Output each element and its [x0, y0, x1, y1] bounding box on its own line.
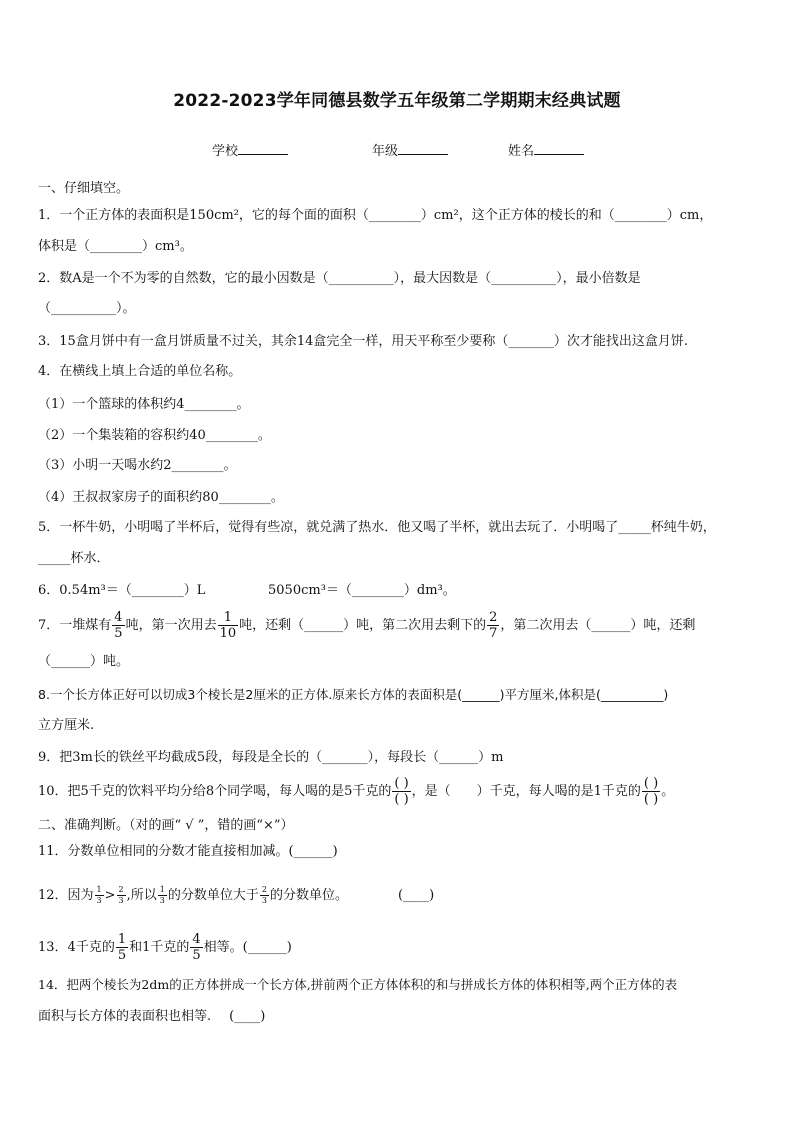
q13-fraction-2: [190, 933, 202, 962]
name-field: [508, 140, 584, 159]
q7-f2-den: 10: [219, 626, 237, 641]
q4-sub-3: （3）小明一天喝水约2________。: [38, 458, 237, 473]
q12-gt: >: [104, 888, 116, 903]
q10-text-2: ，是（ ）千克，每人喝的是1千克的: [411, 784, 641, 799]
q12-fraction-1: [95, 886, 104, 905]
q12-line: [38, 878, 434, 914]
q12-text-2: ,所以: [126, 888, 157, 903]
q2-line-2: （__________）。: [38, 301, 136, 316]
q12-f4-num: 2: [261, 885, 267, 894]
school-field: [212, 140, 288, 159]
q3-line: 3．15盒月饼中有一盒月饼质量不过关，其余14盒完全一样，用天平称至少要称（_______）次才能找出这盒月饼.: [38, 334, 688, 349]
q12-f1-den: 3: [96, 896, 102, 905]
q7-f3-den: 7: [489, 626, 498, 641]
q1-line-1: 1．一个正方体的表面积是150cm²，它的每个面的面积（________）cm²，这个正方体的棱长的和（________）cm，: [38, 208, 713, 223]
q13-text-1: 13．4千克的: [38, 940, 115, 955]
q9-line: 9．把3m长的铁丝平均截成5段，每段是全长的（_______），每段长（______）m: [38, 750, 504, 765]
q7-text-1: 7．一堆煤有: [38, 618, 112, 633]
q12-fraction-2: [117, 886, 126, 905]
grade-field: [372, 140, 448, 159]
q7-line-2: （______）吨。: [38, 654, 130, 669]
q13-text-2: 和1千克的: [129, 940, 190, 955]
q8-line-1: 8.一个长方体正好可以切成3个棱长是2厘米的正方体.原来长方体的表面积是(______)平方厘米,体积是(__________): [38, 687, 669, 702]
q13-f2-den: 5: [192, 948, 201, 963]
q12-f1-num: 1: [96, 885, 102, 894]
school-label: 学校: [212, 144, 239, 159]
q7-f1-num: 4: [114, 610, 123, 625]
q12-text-4: 的分数单位。: [269, 888, 348, 903]
q10-text-1: 10．把5千克的饮料平均分给8个同学喝，每人喝的是5千克的: [38, 784, 392, 799]
q4-sub-4: （4）王叔叔家房子的面积约80________。: [38, 490, 284, 505]
grade-label: 年级: [372, 144, 399, 159]
q4-stem: 4．在横线上填上合适的单位名称。: [38, 364, 242, 379]
q7-line-1: [38, 606, 695, 646]
q10-f2-num[interactable]: ( ): [643, 776, 659, 791]
q1-line-2: 体积是（________）cm³。: [38, 239, 193, 254]
q12-fraction-3: [158, 886, 167, 905]
q6-part-a: 6．0.54m³＝（________）L: [38, 583, 206, 598]
q7-fraction-1: [112, 611, 124, 640]
q4-sub-2: （2）一个集装箱的容积约40________。: [38, 428, 271, 443]
q5-line-1: 5．一杯牛奶，小明喝了半杯后，觉得有些凉，就兑满了热水．他又喝了半杯，就出去玩了．小明喝了_____杯纯牛奶，: [38, 520, 716, 535]
q10-f1-num[interactable]: ( ): [394, 776, 409, 791]
section-one-heading: 一、仔细填空。: [38, 181, 130, 196]
q13-text-3: 相等。(______): [203, 940, 292, 955]
q4-sub-1: （1）一个篮球的体积约4________。: [38, 397, 250, 412]
q8-line-2: 立方厘米.: [38, 718, 95, 733]
q7-fraction-3: [487, 611, 499, 640]
q14-line-1: 14．把两个棱长为2dm的正方体拼成一个长方体,拼前两个正方体体积的和与拼成长方体的体积相等,两个正方体的表: [38, 977, 678, 992]
q14-text: 面积与长方体的表面积也相等.: [38, 1009, 212, 1024]
q13-f1-den: 5: [117, 948, 127, 963]
grade-blank[interactable]: [398, 140, 448, 155]
q12-f2-den: 3: [118, 896, 124, 905]
q12-answer-blank[interactable]: (____): [398, 888, 435, 903]
school-blank[interactable]: [238, 140, 288, 155]
q13-line: [38, 928, 292, 968]
q7-f3-num: 2: [489, 610, 498, 625]
page-title: 2022-2023学年同德县数学五年级第二学期期末经典试题: [173, 91, 621, 111]
q7-f2-num: 1: [223, 610, 232, 625]
q11-line: 11．分数单位相同的分数才能直接相加减。(______): [38, 844, 338, 859]
q7-text-2: 吨，第一次用去: [125, 618, 217, 633]
q10-line: [38, 772, 674, 812]
name-label: 姓名: [508, 144, 535, 159]
section-two-heading: 二、准确判断。（对的画“ √ ”，错的画“×”）: [38, 818, 294, 833]
q5-line-2: _____杯水．: [38, 551, 110, 566]
q2-line-1: 2．数A是一个不为零的自然数，它的最小因数是（__________），最大因数是（__________），最小倍数是: [38, 271, 641, 286]
q10-f2-den[interactable]: ( ): [643, 792, 659, 807]
q10-fraction-1: [392, 777, 410, 806]
q12-f3-den: 3: [159, 896, 165, 905]
q12-fraction-4: [260, 886, 269, 905]
q13-fraction-1: [116, 933, 128, 962]
q14-line-2: [38, 1008, 265, 1026]
q7-fraction-2: [218, 611, 239, 640]
q12-f2-num: 2: [118, 885, 124, 894]
q13-f1-num: 1: [117, 932, 127, 947]
q13-f2-num: 4: [192, 932, 201, 947]
q12-f3-num: 1: [159, 885, 165, 894]
q12-f4-den: 3: [261, 896, 267, 905]
q6-part-b: 5050cm³＝（________）dm³。: [268, 583, 456, 598]
q10-fraction-2: [642, 777, 660, 806]
q7-text-4: ，第二次用去（______）吨，还剩: [500, 618, 696, 633]
q7-f1-den: 5: [114, 626, 123, 641]
q7-text-3: 吨，还剩（______）吨，第二次用去剩下的: [239, 618, 487, 633]
q12-text-3: 的分数单位大于: [167, 888, 259, 903]
q10-f1-den[interactable]: ( ): [394, 792, 409, 807]
q12-text-1: 12．因为: [38, 888, 94, 903]
name-blank[interactable]: [534, 140, 584, 155]
q14-answer-blank[interactable]: (____): [229, 1009, 266, 1024]
q10-text-3: 。: [661, 784, 675, 799]
